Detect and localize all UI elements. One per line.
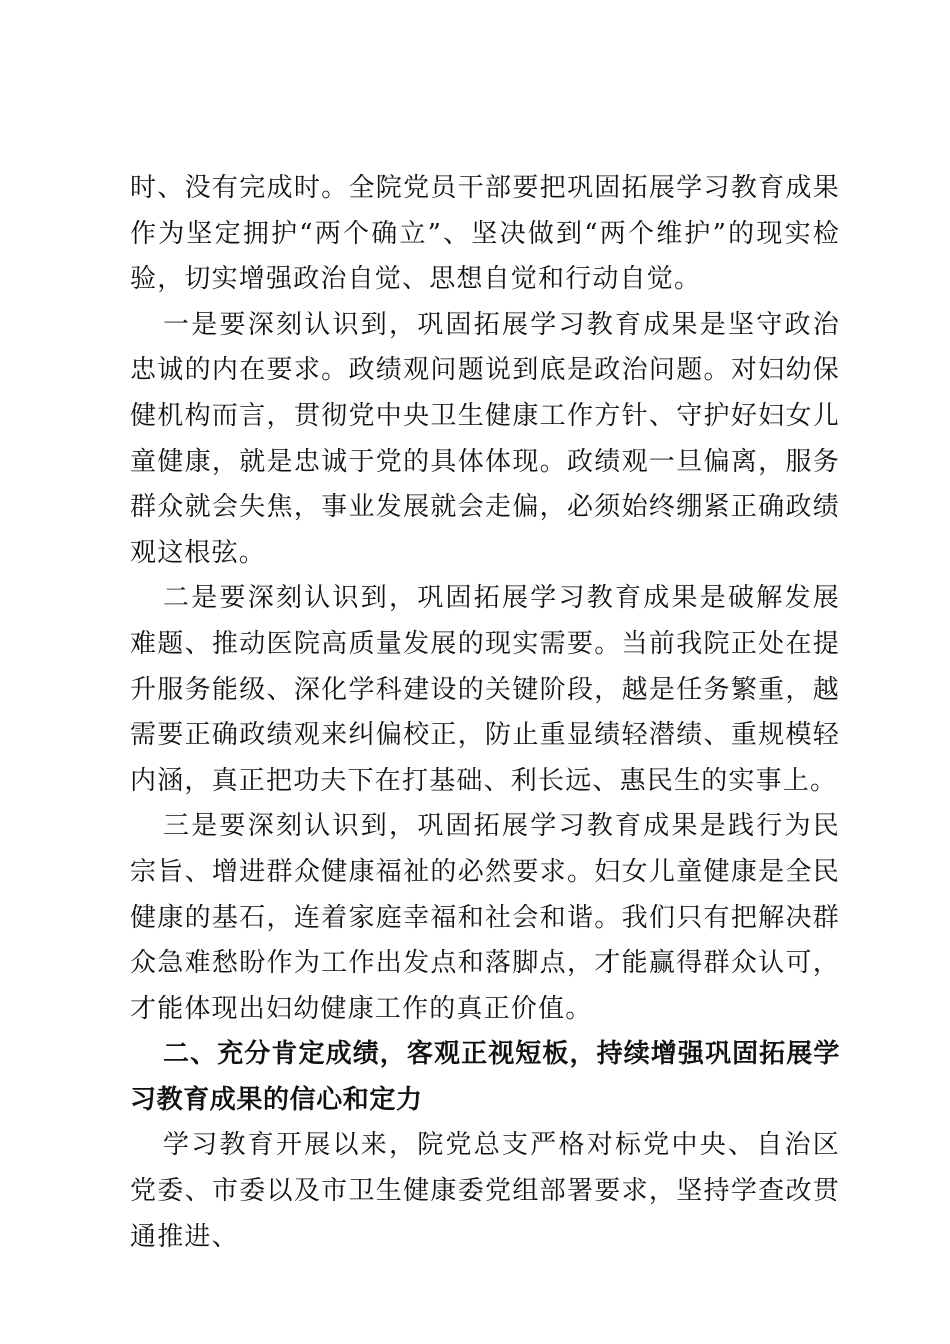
body-paragraph-3: 二是要深刻认识到，巩固拓展学习教育成果是破解发展难题、推动医院高质量发展的现实需要。当前我院正处在提升服务能级、深化学科建设的关键阶段，越是任务繁重，越需要正确政绩观来纠偏校正，防止重显绩轻潜绩、重规模轻内涵，真正把功夫下在打基础、利长远、惠民生的实事上。 [130, 583, 840, 796]
document-body [130, 166, 840, 1260]
body-paragraph-5: 学习教育开展以来，院党总支严格对标党中央、自治区党委、市委以及市卫生健康委党组部署要求，坚持学查改贯通推进、 [130, 1130, 840, 1252]
body-paragraph-2: 一是要深刻认识到，巩固拓展学习教育成果是坚守政治忠诚的内在要求。政绩观问题说到底是政治问题。对妇幼保健机构而言，贯彻党中央卫生健康工作方针、守护好妇女儿童健康，就是忠诚于党的具体体现。政绩观一旦偏离，服务群众就会失焦，事业发展就会走偏，必须始终绷紧正确政绩观这根弦。 [130, 309, 840, 568]
body-paragraph-1: 时、没有完成时。全院党员干部要把巩固拓展学习教育成果作为坚定拥护“两个确立”、坚决做到“两个维护”的现实检验，切实增强政治自觉、思想自觉和行动自觉。 [130, 173, 840, 295]
body-paragraph-4: 三是要深刻认识到，巩固拓展学习教育成果是践行为民宗旨、增进群众健康福祉的必然要求。妇女儿童健康是全民健康的基石，连着家庭幸福和社会和谐。我们只有把解决群众急难愁盼作为工作出发点和落脚点，才能赢得群众认可，才能体现出妇幼健康工作的真正价值。 [130, 811, 840, 1024]
section-heading: 二、充分肯定成绩，客观正视短板，持续增强巩固拓展学习教育成果的信心和定力 [130, 1039, 840, 1115]
